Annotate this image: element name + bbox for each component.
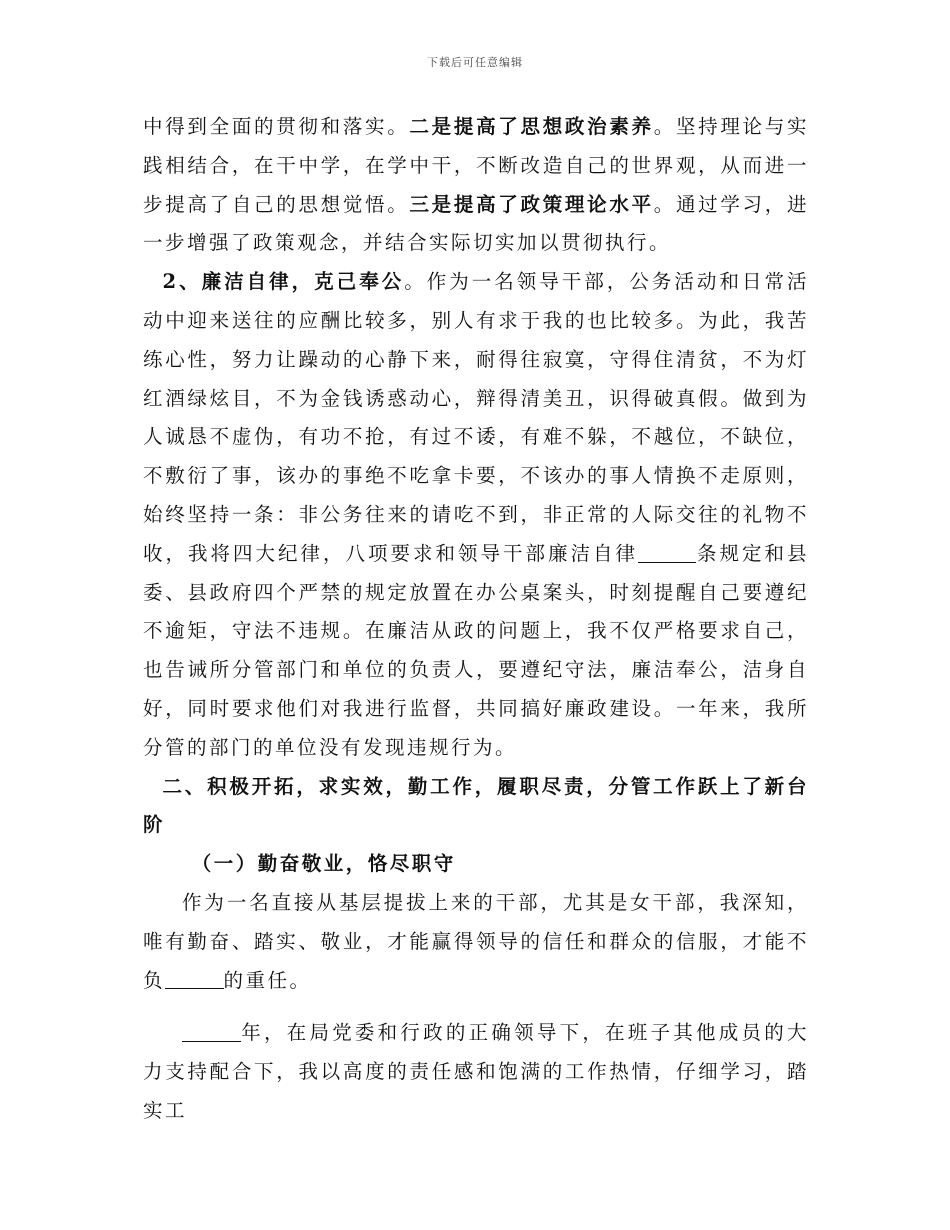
paragraph [143,263,809,767]
fill-blank [638,542,697,563]
paragraph-text: 年，在局党委和行政的正确领导下，在班子其他成员的大力支持配合下，我以高度的责任感和饱满的工作热情，仔细学习，踏实工 [143,1021,809,1122]
paragraph [143,1014,809,1130]
fill-blank [165,969,224,990]
paragraph [143,845,809,884]
paragraph-text: 。作为一名领导干部，公务活动和日常活动中迎来送往的应酬比较多，别人有求于我的也比较多。为此，我苦练心性，努力让躁动的心静下来，耐得往寂寞，守得住清贫，不为灯红酒绿炫目，不为金钱诱惑动心，辩得清美丑，识得破真假。做到为人诚恳不虚伪，有功不抢，有过不诿，有难不躲，不越位，不缺位，不敷衍了事，该办的事绝不吃拿卡要，不该办的事人情换不走原则，始终坚持一条：非公务往来的请吃不到，非正常的人际交往的礼物不收，我将四大纪律，八项要求和领导干部廉洁自律 [143,270,809,565]
bold-phrase: 二是提高了思想政治素养 [409,115,654,138]
paragraph-text: 的重任。 [223,968,312,992]
section-heading: 2、廉洁自律，克己奉公 [162,270,405,294]
subsection-heading: （一）勤奋敬业，恪尽职守 [191,852,456,876]
paragraph-text: 条规定和县委、县政府四个严禁的规定放置在办公桌案头，时刻提醒自己要遵纪不逾矩，守法不违规。在廉洁从政的问题上，我不仅严格要求自己，也告诫所分管部门和单位的负责人，要遵纪守法，廉洁奉公，洁身自好，同时要求他们对我进行监督，共同搞好廉政建设。一年来，我所分管的部门的单位没有发现违规行为。 [143,541,809,759]
paragraph [143,108,809,263]
paragraph-text: 作为一名直接从基层提拔上来的干部，尤其是女干部，我深知，唯有勤奋、踏实、敬业，才能赢得领导的信任和群众的信服，才能不负 [143,890,809,992]
page-header: 下载后可任意编辑 [427,56,523,69]
paragraph-text: 。通过学习，进一步增强了政策观念，并结合实际切实加以贯彻执行。 [143,192,809,255]
paragraph-text: 中得到全面的贯彻和落实。 [143,115,410,138]
document-body [143,108,809,1131]
section-heading: 二、积极开拓，求实效，勤工作，履职尽责，分管工作跃上了新台阶 [143,774,809,837]
paragraph [143,884,809,1000]
bold-phrase: 三是提高了政策理论水平 [409,192,654,216]
paragraph-text: 。坚持理论与实践相结合，在干中学，在学中干，不断改造自己的世界观，从而进一步提高了自己的思想觉悟。 [143,115,809,216]
paragraph [143,768,809,846]
fill-blank [182,1022,241,1043]
